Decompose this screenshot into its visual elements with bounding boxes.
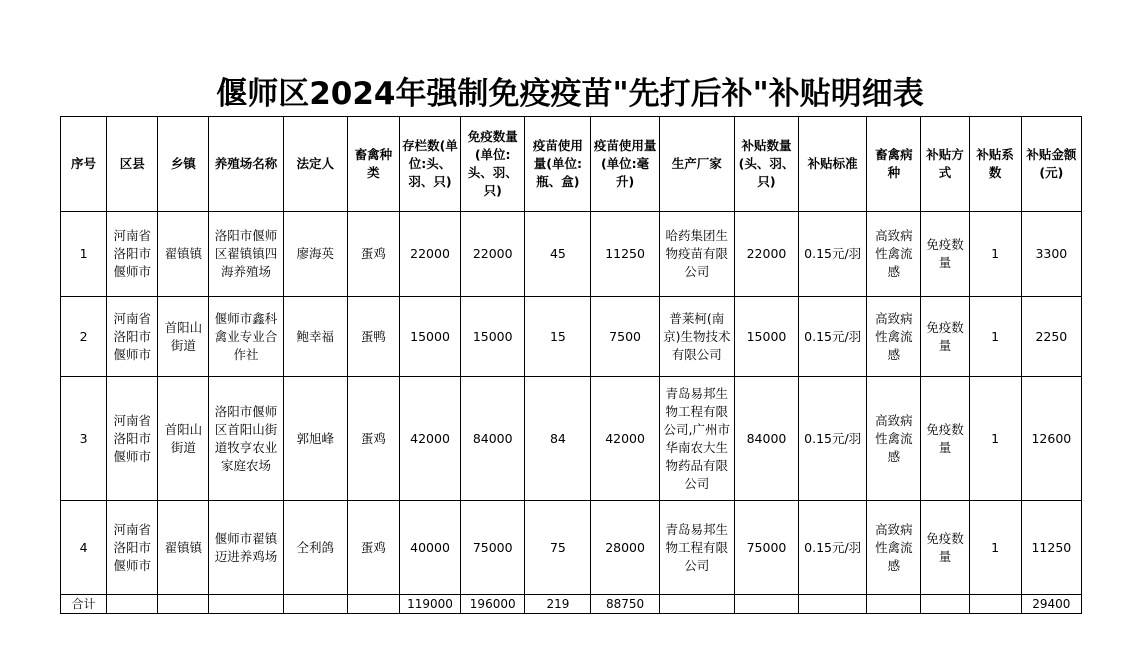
table-cell: 0.15元/羽 [799, 297, 867, 377]
table-cell: 免疫数量 [921, 212, 969, 297]
total-cell [799, 595, 867, 614]
table-cell: 哈药集团生物疫苗有限公司 [659, 212, 734, 297]
table-row [61, 501, 1082, 595]
table-cell: 仝利鸽 [283, 501, 347, 595]
table-row [61, 377, 1082, 501]
table-cell: 翟镇镇 [158, 212, 209, 297]
table-cell: 1 [969, 377, 1021, 501]
header-cell: 区县 [107, 117, 158, 212]
header-cell: 补贴金额(元) [1021, 117, 1081, 212]
table-cell: 郭旭峰 [283, 377, 347, 501]
table-row [61, 297, 1082, 377]
table-cell: 河南省洛阳市偃师市 [107, 297, 158, 377]
header-cell: 补贴数量(头、羽、只) [734, 117, 798, 212]
table-cell: 3 [61, 377, 107, 501]
table-cell: 75000 [461, 501, 525, 595]
table-cell: 青岛易邦生物工程有限公司,广州市华南农大生物药品有限公司 [659, 377, 734, 501]
table-cell: 鲍幸福 [283, 297, 347, 377]
total-label: 合计 [61, 595, 107, 614]
table-cell: 河南省洛阳市偃师市 [107, 501, 158, 595]
table-cell: 75 [525, 501, 591, 595]
table-cell: 青岛易邦生物工程有限公司 [659, 501, 734, 595]
table-cell: 高致病性禽流感 [867, 212, 921, 297]
table-cell: 免疫数量 [921, 297, 969, 377]
total-vaccine-bottles: 219 [525, 595, 591, 614]
table-cell: 首阳山街道 [158, 377, 209, 501]
header-cell: 乡镇 [158, 117, 209, 212]
table-cell: 28000 [591, 501, 659, 595]
header-cell: 疫苗使用量(单位:毫升) [591, 117, 659, 212]
table-cell: 河南省洛阳市偃师市 [107, 212, 158, 297]
total-vaccine-ml: 88750 [591, 595, 659, 614]
table-cell: 22000 [734, 212, 798, 297]
table-cell: 4 [61, 501, 107, 595]
table-cell: 7500 [591, 297, 659, 377]
table-cell: 1 [61, 212, 107, 297]
table-cell: 高致病性禽流感 [867, 377, 921, 501]
table-cell: 12600 [1021, 377, 1081, 501]
table-cell: 84000 [734, 377, 798, 501]
header-cell: 养殖场名称 [209, 117, 283, 212]
header-cell: 免疫数量(单位:头、羽、只) [461, 117, 525, 212]
total-cell [283, 595, 347, 614]
table-cell: 2 [61, 297, 107, 377]
total-cell [347, 595, 399, 614]
total-amount: 29400 [1021, 595, 1081, 614]
total-cell [107, 595, 158, 614]
table-cell: 22000 [399, 212, 460, 297]
table-cell: 首阳山街道 [158, 297, 209, 377]
header-cell: 存栏数(单位:头、羽、只) [399, 117, 460, 212]
header-cell: 生产厂家 [659, 117, 734, 212]
total-cell [734, 595, 798, 614]
table-cell: 3300 [1021, 212, 1081, 297]
total-stock: 119000 [399, 595, 460, 614]
table-cell: 11250 [1021, 501, 1081, 595]
table-cell: 翟镇镇 [158, 501, 209, 595]
total-cell [659, 595, 734, 614]
page-title: 偃师区2024年强制免疫疫苗"先打后补"补贴明细表 [216, 76, 924, 112]
table-cell: 45 [525, 212, 591, 297]
table-cell: 40000 [399, 501, 460, 595]
total-cell [921, 595, 969, 614]
table-cell: 廖海英 [283, 212, 347, 297]
table-cell: 蛋鸡 [347, 377, 399, 501]
total-cell [969, 595, 1021, 614]
total-immunized: 196000 [461, 595, 525, 614]
table-cell: 偃师市鑫科禽业专业合作社 [209, 297, 283, 377]
table-cell: 免疫数量 [921, 377, 969, 501]
table-cell: 高致病性禽流感 [867, 297, 921, 377]
table-cell: 11250 [591, 212, 659, 297]
header-cell: 补贴标准 [799, 117, 867, 212]
header-cell: 补贴系数 [969, 117, 1021, 212]
table-cell: 75000 [734, 501, 798, 595]
table-cell: 蛋鸡 [347, 212, 399, 297]
table-cell: 84000 [461, 377, 525, 501]
header-cell: 畜禽病种 [867, 117, 921, 212]
table-cell: 0.15元/羽 [799, 501, 867, 595]
total-cell [209, 595, 283, 614]
subsidy-table [60, 116, 1082, 614]
table-cell: 15000 [461, 297, 525, 377]
table-cell: 15 [525, 297, 591, 377]
table-cell: 高致病性禽流感 [867, 501, 921, 595]
table-cell: 42000 [591, 377, 659, 501]
table-cell: 1 [969, 297, 1021, 377]
table-cell: 15000 [399, 297, 460, 377]
header-row [61, 117, 1082, 212]
table-cell: 偃师市翟镇迈进养鸡场 [209, 501, 283, 595]
table-row [61, 212, 1082, 297]
table-cell: 2250 [1021, 297, 1081, 377]
table-cell: 河南省洛阳市偃师市 [107, 377, 158, 501]
table-cell: 0.15元/羽 [799, 377, 867, 501]
table-cell: 蛋鸡 [347, 501, 399, 595]
header-cell: 疫苗使用量(单位:瓶、盒) [525, 117, 591, 212]
table-cell: 蛋鸭 [347, 297, 399, 377]
total-row [61, 595, 1082, 614]
header-cell: 法定人 [283, 117, 347, 212]
table-cell: 42000 [399, 377, 460, 501]
header-cell: 补贴方式 [921, 117, 969, 212]
table-cell: 1 [969, 212, 1021, 297]
header-cell: 畜禽种类 [347, 117, 399, 212]
table-cell: 84 [525, 377, 591, 501]
table-cell: 洛阳市偃师区翟镇镇四海养殖场 [209, 212, 283, 297]
table-cell: 免疫数量 [921, 501, 969, 595]
table-cell: 22000 [461, 212, 525, 297]
table-cell: 0.15元/羽 [799, 212, 867, 297]
table-cell: 普莱柯(南京)生物技术有限公司 [659, 297, 734, 377]
table-cell: 1 [969, 501, 1021, 595]
total-cell [158, 595, 209, 614]
table-cell: 洛阳市偃师区首阳山街道牧亨农业家庭农场 [209, 377, 283, 501]
header-cell: 序号 [61, 117, 107, 212]
total-cell [867, 595, 921, 614]
table-cell: 15000 [734, 297, 798, 377]
